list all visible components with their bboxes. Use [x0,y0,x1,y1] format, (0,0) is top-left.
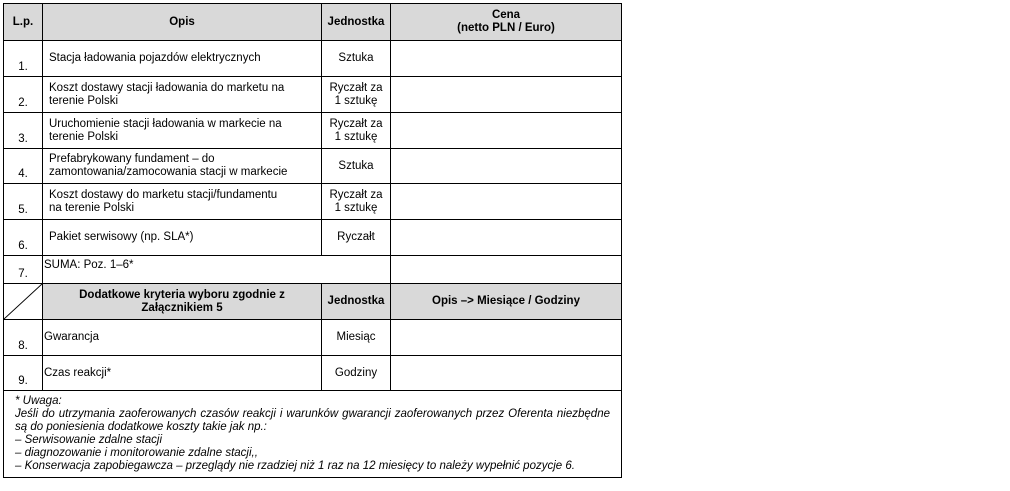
table-header-row [4,4,622,41]
row-description [43,149,322,184]
notes-item: – Konserwacja zapobiegawcza – przeglądy nie rzadziej niż 1 raz na 12 miesięcy to należy wypełnić pozycje 6. [15,460,575,472]
row-number: 5. [4,184,43,220]
price-input-cell[interactable] [391,184,622,220]
header-jednostka-2: Jednostka [322,284,391,320]
value-input-cell[interactable] [391,356,622,391]
notes-title: * Uwaga: [15,395,62,407]
sum-row [4,256,622,284]
row-number: 2. [4,77,43,113]
row-unit [322,77,391,113]
notes-item: – Serwisowanie zdalne stacji [15,434,163,446]
table-row [4,113,622,149]
row-unit-line: Ryczałt za [329,188,383,201]
header-kryteria-line2: Załącznikiem 5 [141,301,223,314]
row-unit: Sztuka [322,41,391,77]
header-lp: L.p. [4,4,43,41]
row-description-line: Uruchomienie stacji ładowania w markecie na [49,117,282,130]
table-row [4,220,622,256]
table-row [4,41,622,77]
row-description: Gwarancja [43,320,322,356]
header-cena-line1: Cena [491,9,521,21]
row-unit [322,184,391,220]
header-cena-line2: (netto PLN / Euro) [457,22,555,34]
row-unit: Godziny [322,356,391,391]
notes-item: – diagnozowanie i monitorowanie zdalne stacji,, [15,447,258,459]
price-table [3,3,622,478]
row-description [43,113,322,149]
notes-row [4,391,622,478]
row-description [43,77,322,113]
header-opis: Opis [43,4,322,41]
row-description-line: terenie Polski [49,94,119,107]
row-unit-line: Ryczałt za [329,81,383,94]
table-row [4,149,622,184]
row-number: 8. [4,320,43,356]
row-description-line: Koszt dostawy stacji ładowania do marketu na [49,81,285,94]
row-unit [322,113,391,149]
row-unit: Miesiąc [322,320,391,356]
sum-input-cell[interactable] [391,256,622,284]
table-row [4,77,622,113]
diagonal-line-graphic [4,284,42,319]
row-number: 4. [4,149,43,184]
row-number: 3. [4,113,43,149]
header-cena [391,4,622,41]
price-input-cell[interactable] [391,41,622,77]
row-description-line: Prefabrykowany fundament – do [49,153,215,165]
table-row [4,184,622,220]
row-description-line: na terenie Polski [49,201,135,214]
row-unit-line: 1 sztukę [334,94,378,107]
row-description-line: terenie Polski [49,130,119,143]
price-input-cell[interactable] [391,113,622,149]
criteria-header-row [4,284,622,320]
row-description: Stacja ładowania pojazdów elektrycznych [43,41,322,77]
row-description: Czas reakcji* [43,356,322,391]
notes-cell [4,391,622,478]
price-input-cell[interactable] [391,220,622,256]
row-description-line: Koszt dostawy do marketu stacji/fundamentu [49,188,278,201]
header-kryteria [43,284,322,320]
row-unit-line: 1 sztukę [334,130,378,143]
notes-text: Jeśli do utrzymania zaoferowanych czasów reakcji i warunków gwarancji zaoferowanych przez Oferenta niezbędne są do poniesienia dodatkowe koszty takie jak np.: [15,408,610,433]
row-number: 9. [4,356,43,391]
sum-label: SUMA: Poz. 1–6* [43,256,391,284]
header-kryteria-line1: Dodatkowe kryteria wyboru zgodnie z [79,288,285,301]
row-unit: Ryczałt [322,220,391,256]
value-input-cell[interactable] [391,320,622,356]
row-number: 1. [4,41,43,77]
header-opis-miesiace: Opis –> Miesiące / Godziny [391,284,622,320]
row-number: 6. [4,220,43,256]
table-row [4,320,622,356]
price-input-cell[interactable] [391,149,622,184]
row-number: 7. [4,256,43,284]
row-description [43,184,322,220]
row-description-line: zamontowania/zamocowania stacji w markecie [49,166,288,178]
row-unit-line: 1 sztukę [334,201,378,214]
row-description: Pakiet serwisowy (np. SLA*) [43,220,322,256]
table-row [4,356,622,391]
diagonal-empty-cell [4,284,43,320]
price-input-cell[interactable] [391,77,622,113]
row-unit-line: Ryczałt za [329,117,383,130]
header-jednostka: Jednostka [322,4,391,41]
row-unit: Sztuka [322,149,391,184]
